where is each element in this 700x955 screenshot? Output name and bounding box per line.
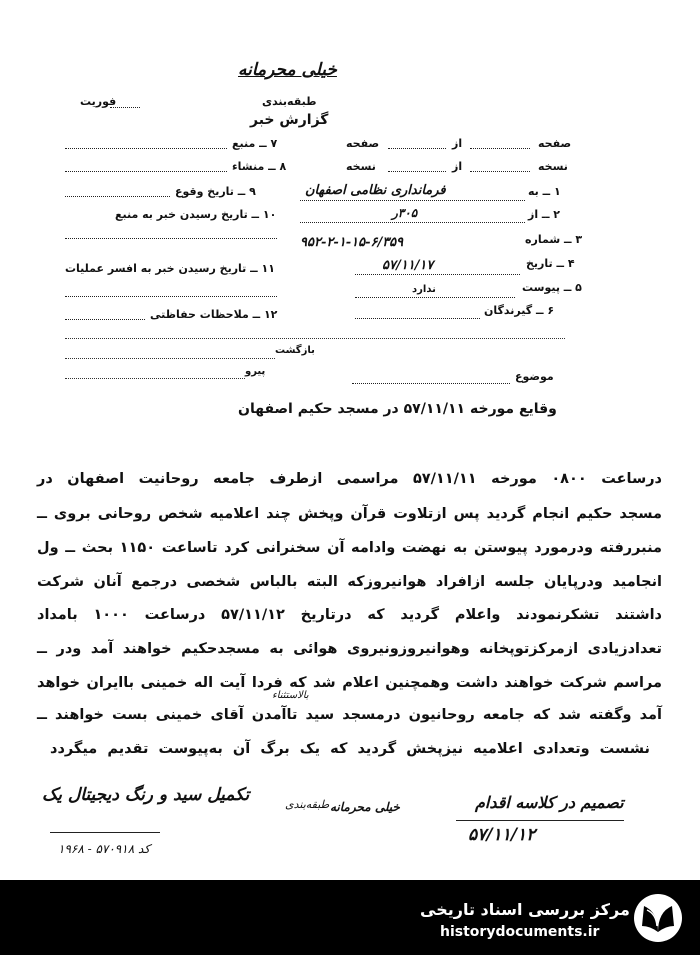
body-line: درساعت ۰۸۰۰ مورخه ۵۷/۱۱/۱۱ مراسمی ازطرف جامعه روحانیت اصفهان در [37, 471, 662, 487]
report-title: گزارش خبر [250, 112, 329, 128]
from-label: ۲ ــ از [528, 208, 561, 221]
official-stamp-small: طبقه‌بندی [285, 798, 330, 811]
reference-sub: پیرو [245, 366, 266, 377]
body-line: نشست وتعدادی اعلامیه نیزپخش گردید که یک برگ آن به‌پیوست تقدیم میگردد [50, 741, 650, 757]
copy-of-unit: نسخه [346, 160, 376, 173]
body-line: آمد وگفته شد که جامعه روحانیون درمسجد سید تاآمدن آقای خمینی بست خواهند ــ [37, 707, 662, 723]
body-line: انجامید ودرپایان جلسه ازافراد هوانیروزکه البته بالباس شخصی درجمع آنان شرکت [37, 574, 662, 590]
grading-label: طبقه‌بندی [262, 95, 317, 108]
handwritten-note-left: تصمیم در کلاسه اقدام [475, 793, 624, 812]
protective-notes-field: ۱۲ ــ ملاحظات حفاظتی [150, 308, 278, 321]
footer-brand-url: historydocuments.ir [440, 924, 600, 940]
number-label: ۳ ــ شماره [525, 233, 583, 246]
from-value: ۳۰۵ر [392, 206, 418, 220]
occurrence-date-field: ۹ ــ تاریخ وقوع [175, 185, 256, 198]
receipt-date-source-field: ۱۰ ــ تاریخ رسیدن خبر به منبع [115, 208, 277, 221]
date-value: ۵۷/۱۱/۱۷ [382, 258, 434, 273]
inline-insert-annotation: بالاستثناء [272, 690, 309, 701]
body-line: مسجد حکیم انجام گردید پس ازتلاوت قرآن وپخش چند اعلامیه شخص روحانی بروی ــ [37, 506, 662, 522]
classification-stamp: خیلی محرمانه [238, 60, 337, 80]
date-label: ۴ ــ تاریخ [526, 257, 575, 270]
receipt-date-ops-field: ۱۱ ــ تاریخ رسیدن خبر به افسر عملیات [65, 262, 275, 275]
number-value: ۹۵۲-۲-۱-۱۵-۶/۳۵۹ [300, 235, 404, 250]
page-of-label: از [452, 137, 463, 150]
urgency-label: فوریت [80, 95, 117, 108]
official-stamp: خیلی محرمانه [330, 800, 400, 814]
body-line: منبررفته ودرمورد پیوستن به نهضت وادامه آن سخنرانی کرد تاساعت ۱۱۵۰ بحث ــ ول [37, 540, 662, 556]
page-label: صفحه [538, 137, 572, 150]
to-label: ۱ ــ به [528, 185, 561, 198]
copy-of-label: از [452, 160, 463, 173]
book-logo-icon [632, 892, 684, 944]
subject-text: وقایع مورخه ۵۷/۱۱/۱۱ در مسجد حکیم اصفهان [238, 401, 557, 417]
origin-field: ۸ ــ منشاء [232, 160, 287, 173]
handwritten-note-sub-right: کد ۵۷۰۹۱۸ - ۱۹۶۸ [58, 842, 150, 856]
body-line: مراسم شرکت خواهند داشت وهمچنین اعلام شد که فردا آیت اله خمینی باایران خواهد [37, 675, 662, 691]
footer-brand-title: مرکز بررسی اسناد تاریخی [420, 900, 630, 919]
attachment-label: ۵ ــ پیوست [522, 281, 582, 294]
source-field: ۷ ــ منبع [232, 137, 278, 150]
subject-label: موضوع [515, 370, 554, 383]
to-value: فرمانداری نظامی اصفهان [305, 183, 446, 198]
handwritten-date: ۵۷/۱۱/۱۲ [468, 825, 536, 845]
handwritten-note-right: تکمیل سید و رنگ دیجیتال یک [42, 785, 250, 805]
copy-label: نسخه [538, 160, 568, 173]
recipients-label: ۶ ــ گیرندگان [484, 304, 555, 317]
attachment-value: ندارد [412, 284, 436, 295]
reference-label: بازگشت [275, 345, 315, 356]
body-line: داشتند تشکرنمودند واعلام گردید که درتاریخ ۵۷/۱۱/۱۲ درساعت ۱۰۰۰ بامداد [37, 607, 662, 623]
body-line: تعدادزیادی ازمرکزتوپخانه وهوانیروزونیروی هوائی به مسجدحکیم خواهند آمد ودر ــ [37, 641, 662, 657]
page-of-unit: صفحه [346, 137, 380, 150]
